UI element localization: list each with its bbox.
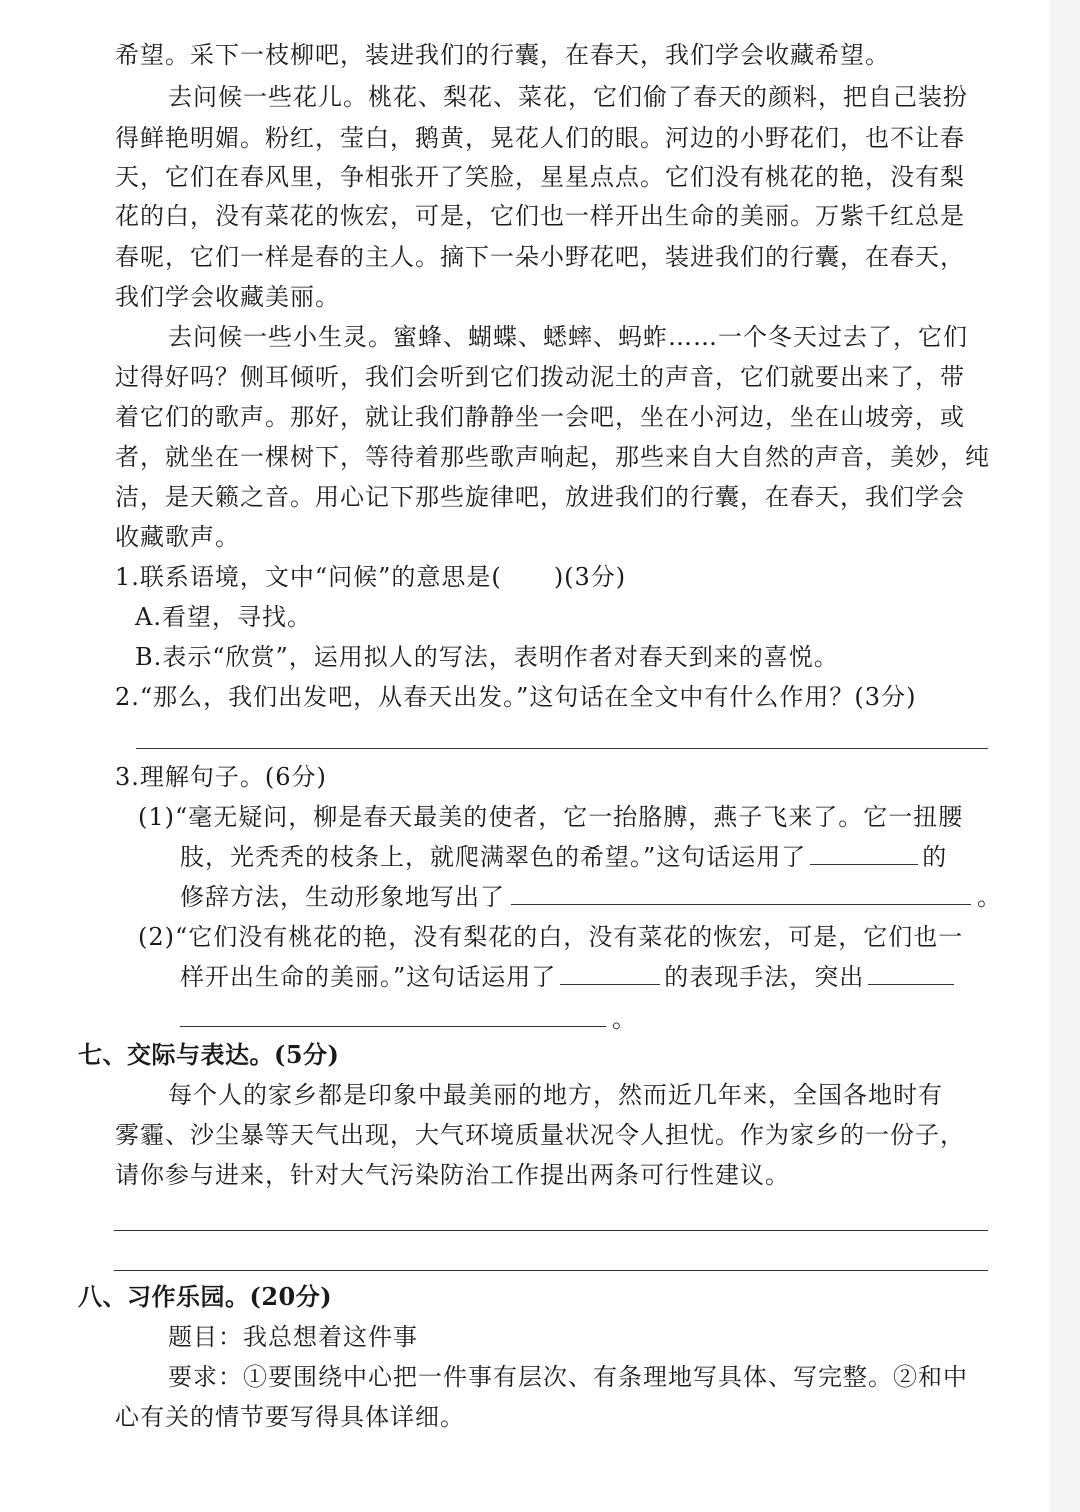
question-3-stem: 3.理解句子。(6分)	[115, 763, 327, 791]
passage-line: 希望。采下一枝柳吧，装进我们的行囊，在春天，我们学会收藏希望。	[115, 41, 890, 69]
passage-line: 春呢，它们一样是春的主人。摘下一朵小野花吧，装进我们的行囊，在春天，	[115, 243, 965, 271]
passage-line: 得鲜艳明媚。粉红，莹白，鹅黄，晃花人们的眼。河边的小野花们，也不让春	[115, 124, 965, 152]
question-2-stem: 2.“那么，我们出发吧，从春天出发。”这句话在全文中有什么作用？(3分)	[115, 683, 917, 711]
question-3-sub2-line: (2)“它们没有桃花的艳，没有梨花的白，没有菜花的恢宏，可是，它们也一	[138, 923, 964, 951]
fill-blank[interactable]	[180, 1004, 606, 1027]
passage-line: 者，就坐在一棵树下，等待着那些歌声响起，那些来自大自然的声音，美妙，纯	[115, 443, 990, 471]
fill-blank[interactable]	[810, 842, 918, 865]
section-8-heading: 八、习作乐园。(20分)	[78, 1282, 333, 1311]
question-3-sub1-text: 修辞方法，生动形象地写出了	[180, 883, 505, 911]
section-7-heading: 七、交际与表达。(5分)	[78, 1040, 340, 1069]
passage-line: 我们学会收藏美丽。	[115, 283, 340, 311]
answer-line[interactable]	[114, 1230, 988, 1231]
question-3-sub2-line	[180, 1002, 1060, 1036]
passage-line: 去问候一些花儿。桃花、梨花、菜花，它们偷了春天的颜料，把自己装扮	[168, 83, 968, 111]
question-3-sub1-text: 的	[922, 843, 948, 871]
essay-topic: 题目：我总想着这件事	[168, 1323, 418, 1351]
passage-line: 着它们的歌声。那好，就让我们静静坐一会吧，坐在小河边，坐在山坡旁，或	[115, 403, 965, 431]
question-3-sub2-text: 。	[612, 1005, 637, 1033]
passage-line: 过得好吗？侧耳倾听，我们会听到它们拨动泥土的声音，它们就要出来了，带	[115, 363, 965, 391]
fill-blank[interactable]	[868, 962, 954, 985]
section-7-line: 请你参与进来，针对大气污染防治工作提出两条可行性建议。	[115, 1161, 790, 1189]
question-3-sub1-line	[180, 840, 1060, 874]
fill-blank[interactable]	[560, 962, 660, 985]
option-a: A.看望，寻找。	[135, 603, 312, 631]
question-3-sub2-text: 的表现手法，突出	[664, 963, 865, 991]
question-1-stem-text: 1.联系语境，文中“问候”的意思是(	[115, 563, 502, 591]
answer-line[interactable]	[114, 1270, 988, 1271]
question-3-sub1-text: 。	[977, 883, 1002, 911]
question-3-sub2-line	[180, 960, 1060, 994]
passage-line: 花的白，没有菜花的恢宏，可是，它们也一样开出生命的美丽。万紫千红总是	[115, 202, 965, 230]
question-3-sub1-text: 肢，光秃秃的枝条上，就爬满翠色的希望。”这句话运用了	[180, 843, 807, 871]
essay-requirement: 要求：①要围绕中心把一件事有层次、有条理地写具体、写完整。②和中	[168, 1363, 968, 1391]
passage-line: 天，它们在春风里，争相张开了笑脸，星星点点。它们没有桃花的艳，没有梨	[115, 163, 965, 191]
option-b: B.表示“欣赏”，运用拟人的写法，表明作者对春天到来的喜悦。	[135, 643, 839, 671]
question-3-sub1-line: (1)“毫无疑问，柳是春天最美的使者，它一抬胳膊，燕子飞来了。它一扭腰	[138, 803, 964, 831]
answer-line[interactable]	[136, 748, 988, 749]
section-7-line: 每个人的家乡都是印象中最美丽的地方，然而近几年来，全国各地时有	[168, 1081, 943, 1109]
passage-line: 收藏歌声。	[115, 523, 240, 551]
question-3-sub1-line	[180, 880, 1060, 914]
page-edge	[1050, 0, 1080, 1512]
passage-line: 洁，是天籁之音。用心记下那些旋律吧，放进我们的行囊，在春天，我们学会	[115, 483, 965, 511]
essay-requirement: 心有关的情节要写得具体详细。	[115, 1403, 465, 1431]
passage-line: 去问候一些小生灵。蜜蜂、蝴蝶、蟋蟀、蚂蚱……一个冬天过去了，它们	[168, 323, 968, 351]
question-3-sub2-text: 样开出生命的美丽。”这句话运用了	[180, 963, 557, 991]
question-1-stem	[115, 560, 995, 594]
section-7-line: 雾霾、沙尘暴等天气出现，大气环境质量状况令人担忧。作为家乡的一份子，	[115, 1121, 965, 1149]
fill-blank[interactable]	[511, 882, 971, 905]
question-1-points: )(3分)	[553, 563, 627, 591]
